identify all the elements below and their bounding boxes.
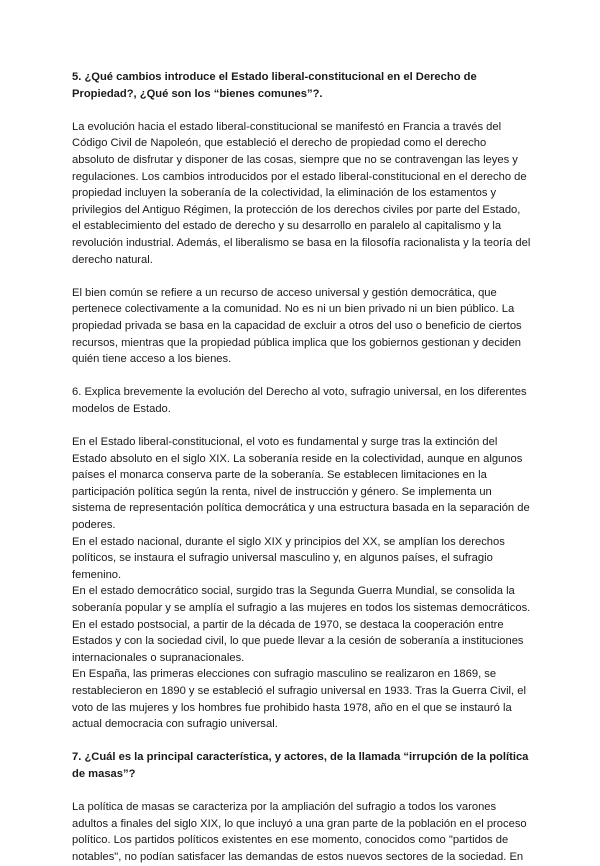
question-6-paragraph-4: En el estado postsocial, a partir de la década de 1970, se destaca la cooperación entre Estados y con la sociedad civil, lo que puede llevar a la cesión de soberanía a instituciones internacionales o supranacionales. [72, 618, 524, 664]
question-7-title: 7. ¿Cuál es la principal característica, y actores, de la llamada “irrupción de la política de masas”? [72, 751, 529, 780]
document-page [72, 69, 531, 866]
spacer [72, 368, 531, 385]
question-6-paragraph-5: En España, las primeras elecciones con sufragio masculino se realizaron en 1869, se restablecieron en 1890 y se estableció el sufragio universal en 1933. Tras la Guerra Civil, el voto de las mujeres y los hombres fue prohibido hasta 1978, año en el que se instauró la actual democracia con sufragio universal. [72, 668, 526, 731]
question-7-paragraph-1: La política de masas se caracteriza por la ampliación del sufragio a todos los varones adultos a finales del siglo XIX, lo que incluyó a una gran parte de la población en el proceso político. Los partidos políticos existentes en ese momento, conocidos como "partidos de notables", no podían satisfacer las demandas de estos nuevos sectores de la sociedad. En [72, 801, 527, 863]
spacer [72, 417, 531, 434]
question-6-paragraph-2: En el estado nacional, durante el siglo XIX y principios del XX, se amplían los derechos políticos, se instaura el sufragio universal masculino y, en algunos países, el sufragio femenino. [72, 535, 505, 581]
question-6-paragraph-3: En el estado democrático social, surgido tras la Segunda Guerra Mundial, se consolida la soberanía popular y se amplía el sufragio a las mujeres en todos los sistemas democráticos. [72, 585, 531, 614]
spacer [72, 783, 531, 800]
spacer [72, 733, 531, 750]
question-6-title: 6. Explica brevemente la evolución del Derecho al voto, sufragio universal, en los diferentes modelos de Estado. [72, 386, 527, 415]
question-5-title: 5. ¿Qué cambios introduce el Estado liberal-constitucional en el Derecho de Propiedad?, ¿Qué son los “bienes comunes”?. [72, 71, 477, 100]
spacer [72, 268, 531, 285]
question-5-paragraph-2: El bien común se refiere a un recurso de acceso universal y gestión democrática, que pertenece colectivamente a la comunidad. No es ni un bien privado ni un bien público. La propiedad privada se basa en la capacidad de excluir a otros del uso o beneficio de ciertos recursos, mientras que la propiedad pública implica que los gobiernos gestionan y deciden quién tiene acceso a los bienes. [72, 286, 522, 366]
question-6-paragraph-1: En el Estado liberal-constitucional, el voto es fundamental y surge tras la extinción del Estado absoluto en el siglo XIX. La soberanía reside en la colectividad, aunque en algunos países el monarca conserva parte de la soberanía. Se establecen limitaciones en la participación política según la renta, nivel de instrucción y género. Se implementa un sistema de representación política democrática y una estructura basada en la separación de poderes. [72, 436, 530, 532]
spacer [72, 102, 531, 119]
question-5-paragraph-1: La evolución hacia el estado liberal-constitucional se manifestó en Francia a través del Código Civil de Napoleón, que estableció el derecho de propiedad como el derecho absoluto de disfrutar y disponer de las cosas, siempre que no se contravengan las leyes y regulaciones. Los cambios introducidos por el estado liberal-constitucional en el derecho de propiedad incluyen la soberanía de la colectividad, la eliminación de los estamentos y privilegios del Antiguo Régimen, la protección de los derechos civiles por parte del Estado, el establecimiento del estado de derecho y su desarrollo en paralelo al capitalismo y la revolución industrial. Además, el liberalismo se basa en la filosofía racionalista y la teoría del derecho natural. [72, 120, 531, 266]
